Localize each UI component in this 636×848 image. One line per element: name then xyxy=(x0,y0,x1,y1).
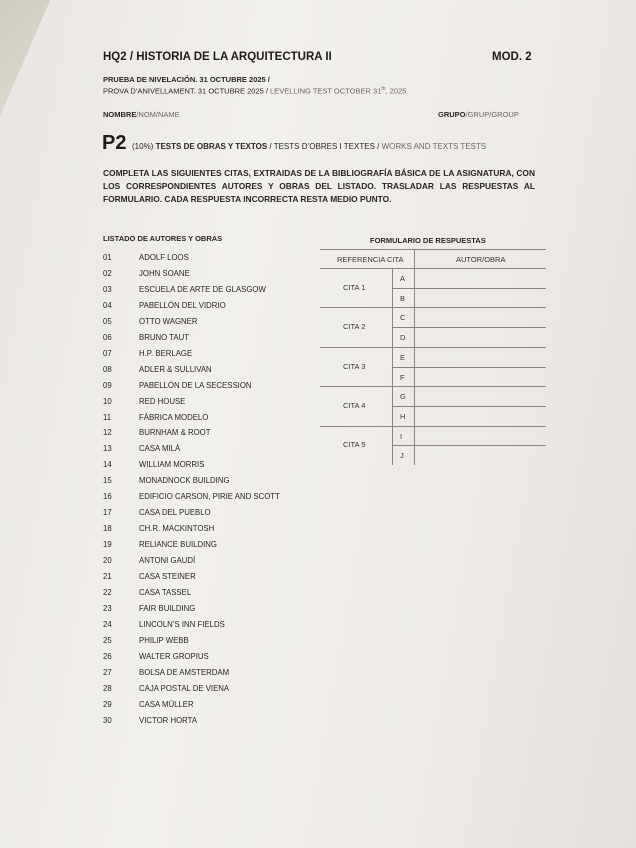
list-item-number: 04 xyxy=(103,300,112,310)
list-item-number: 05 xyxy=(103,316,112,326)
list-item xyxy=(103,460,204,474)
list-item xyxy=(103,317,197,331)
list-item-text: OTTO WAGNER xyxy=(139,316,198,326)
cita-label: CITA 5 xyxy=(343,440,366,450)
list-item-text: WILLIAM MORRIS xyxy=(139,460,205,470)
list-item xyxy=(103,524,214,538)
list-item xyxy=(103,285,266,299)
module-label: MOD. 2 xyxy=(492,51,532,63)
list-item-number: 21 xyxy=(103,572,112,581)
list-item xyxy=(103,476,230,490)
list-item-number: 15 xyxy=(103,476,112,486)
list-item xyxy=(103,413,208,427)
answer-letter: J xyxy=(400,451,404,461)
list-item xyxy=(103,508,211,522)
list-item-text: PHILIP WEBB xyxy=(139,635,189,645)
list-item xyxy=(103,636,189,650)
list-item xyxy=(103,301,226,315)
list-item xyxy=(103,269,190,283)
answer-cell[interactable] xyxy=(414,386,546,406)
test-date-ca-en: PROVA D’ANIVELLAMENT. 31 OCTUBRE 2025 / LEVELLING TEST OCTOBER 31th, 2025 xyxy=(103,86,407,96)
list-item-number: 01 xyxy=(103,253,112,262)
list-item-number: 06 xyxy=(103,332,112,342)
list-item xyxy=(103,588,191,602)
list-item-number: 13 xyxy=(103,444,112,454)
list-item xyxy=(103,349,192,363)
answer-cell[interactable] xyxy=(414,268,546,288)
course-title: HQ2 / HISTORIA DE LA ARQUITECTURA II xyxy=(103,51,332,63)
list-item xyxy=(103,668,229,682)
list-item-number: 19 xyxy=(103,540,112,550)
col-header-reference: REFERENCIA CITA xyxy=(337,255,404,264)
list-item-text: PABELLÓN DE LA SECESSION xyxy=(139,380,252,390)
answer-cell[interactable] xyxy=(414,426,546,446)
list-item-number: 22 xyxy=(103,587,112,597)
list-item-number: 29 xyxy=(103,699,112,709)
list-item xyxy=(103,333,189,347)
list-item-text: CASA MÜLLER xyxy=(139,699,194,709)
list-item xyxy=(103,700,194,714)
list-item-text: ANTONI GAUDÍ xyxy=(139,556,196,566)
list-item-number: 28 xyxy=(103,683,112,693)
list-item xyxy=(103,604,195,618)
list-item xyxy=(103,652,209,666)
answer-letter: B xyxy=(400,293,406,303)
list-item xyxy=(103,365,212,379)
cita-label: CITA 2 xyxy=(343,322,366,332)
list-item xyxy=(103,381,252,395)
list-item-number: 30 xyxy=(103,715,112,725)
list-item-text: VICTOR HORTA xyxy=(139,715,198,725)
list-item xyxy=(103,716,197,730)
list-item-text: WALTER GROPIUS xyxy=(139,651,209,661)
list-item-text: RELIANCE BUILDING xyxy=(139,540,217,550)
list-item-number: 17 xyxy=(103,508,112,518)
list-item-number: 24 xyxy=(103,619,112,629)
list-item-number: 02 xyxy=(103,268,112,278)
cita-label: CITA 4 xyxy=(343,400,366,410)
list-item-text: MONADNOCK BUILDING xyxy=(139,476,230,486)
answer-letter: D xyxy=(400,333,406,343)
name-field-label: NOMBRE/NOM/NAME xyxy=(103,110,180,119)
list-item-number: 26 xyxy=(103,651,112,661)
list-item-text: CH.R. MACKINTOSH xyxy=(139,524,215,534)
list-item-number: 08 xyxy=(103,364,112,374)
list-heading: LISTADO DE AUTORES Y OBRAS xyxy=(103,234,223,243)
list-item-text: H.P. BERLAGE xyxy=(139,348,193,358)
list-item-text: CAJA POSTAL DE VIENA xyxy=(139,683,230,693)
list-item xyxy=(103,684,229,698)
answer-letter: E xyxy=(400,352,406,362)
test-date-es: PRUEBA DE NIVELACIÓN. 31 OCTUBRE 2025 / xyxy=(103,75,270,84)
answer-cell[interactable] xyxy=(414,327,546,347)
table-rule xyxy=(320,249,546,250)
list-item xyxy=(103,492,280,506)
list-item-number: 16 xyxy=(103,492,112,502)
list-item-text: ESCUELA DE ARTE DE GLASGOW xyxy=(139,284,266,294)
list-item-text: ADLER & SULLIVAN xyxy=(139,364,212,374)
list-item-number: 11 xyxy=(103,412,112,422)
list-item xyxy=(103,556,195,570)
group-field-label: GRUPO/GRUP/GROUP xyxy=(438,110,519,119)
cita-label: CITA 1 xyxy=(343,282,366,292)
list-item-number: 12 xyxy=(103,428,112,438)
list-item-text: CASA STEINER xyxy=(139,572,196,581)
list-item-text: CASA DEL PUEBLO xyxy=(139,508,211,518)
section-code: P2 xyxy=(102,132,127,154)
list-item-number: 25 xyxy=(103,635,112,645)
answer-cell[interactable] xyxy=(414,367,546,387)
answer-cell[interactable] xyxy=(414,288,546,308)
list-item xyxy=(103,428,210,442)
col-header-answer: AUTOR/OBRA xyxy=(456,255,506,264)
answer-cell[interactable] xyxy=(414,347,546,367)
list-item-text: BRUNO TAUT xyxy=(139,332,189,342)
answer-letter: G xyxy=(400,392,406,402)
list-item-number: 18 xyxy=(103,524,112,534)
list-item-text: BOLSA DE AMSTERDAM xyxy=(139,667,230,677)
list-item-text: CASA MILÁ xyxy=(139,444,181,454)
answer-letter: F xyxy=(400,372,405,382)
list-item-number: 20 xyxy=(103,556,112,566)
list-item xyxy=(103,397,185,411)
list-item-text: BURNHAM & ROOT xyxy=(139,428,211,438)
list-item xyxy=(103,572,196,586)
list-item-text: ADOLF LOOS xyxy=(139,253,189,262)
list-item-number: 07 xyxy=(103,348,112,358)
list-item-text: JOHN SOANE xyxy=(139,268,190,278)
list-item-number: 23 xyxy=(103,603,112,613)
list-item xyxy=(103,620,225,634)
form-heading: FORMULARIO DE RESPUESTAS xyxy=(370,236,486,245)
answer-letter: I xyxy=(400,431,403,441)
list-item-text: LINCOLN’S INN FIELDS xyxy=(139,619,225,629)
list-item xyxy=(103,253,189,267)
answer-letter: C xyxy=(400,313,406,323)
answer-cell[interactable] xyxy=(414,406,546,426)
list-item-number: 09 xyxy=(103,380,112,390)
answer-letter: H xyxy=(400,411,406,421)
list-item-text: CASA TASSEL xyxy=(139,587,192,597)
answer-form-table xyxy=(320,249,546,465)
section-title: (10%) TESTS DE OBRAS Y TEXTOS / TESTS D’OBRES I TEXTES / WORKS AND TEXTS TESTS xyxy=(132,142,487,151)
list-item-number: 03 xyxy=(103,284,112,294)
list-item-text: RED HOUSE xyxy=(139,396,186,406)
answer-cell[interactable] xyxy=(414,307,546,327)
list-item-number: 10 xyxy=(103,396,112,406)
cita-label: CITA 3 xyxy=(343,361,366,371)
list-item-number: 27 xyxy=(103,667,112,677)
answer-cell[interactable] xyxy=(414,445,546,465)
instructions: COMPLETA LAS SIGUIENTES CITAS, EXTRAIDAS DE LA BIBLIOGRAFÍA BÁSICA DE LA ASIGNATURA, CON LOS CORRESPONDIENTES AUTORES Y OBRAS DEL LISTADO. TRASLADAR LAS RESPUESTAS AL FORMULARIO. CADA RESPUESTA INCORRECTA RESTA MEDIO PUNTO. xyxy=(103,168,535,204)
list-item xyxy=(103,540,217,554)
list-item-number: 14 xyxy=(103,460,112,470)
answer-letter: A xyxy=(400,274,406,283)
table-rule xyxy=(414,249,415,268)
list-item-text: EDIFICIO CARSON, PIRIE AND SCOTT xyxy=(139,492,280,502)
list-item xyxy=(103,444,180,458)
list-item-text: FÁBRICA MODELO xyxy=(139,412,209,422)
list-item-text: FAIR BUILDING xyxy=(139,603,196,613)
list-item-text: PABELLÓN DEL VIDRIO xyxy=(139,300,226,310)
